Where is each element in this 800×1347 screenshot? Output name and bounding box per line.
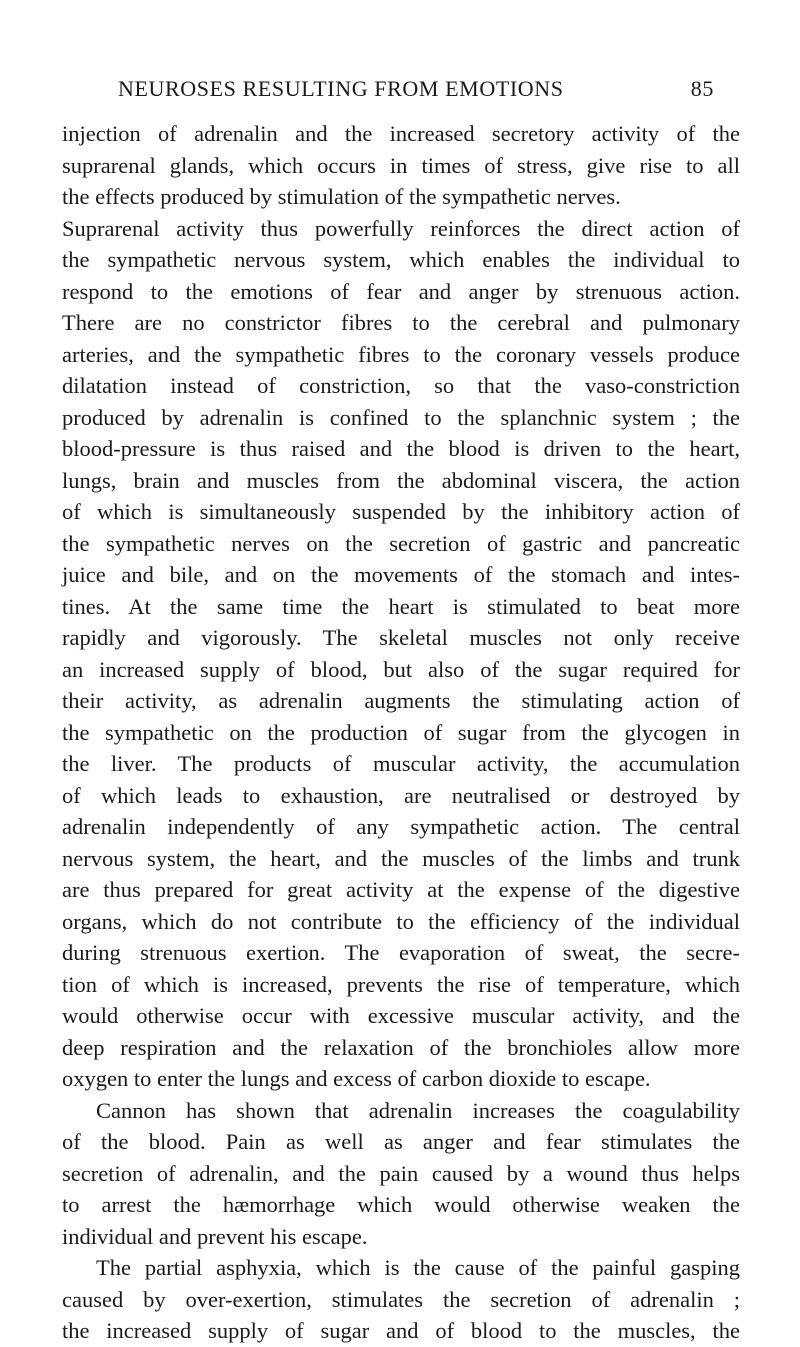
text-line: arteries, and the sympathetic fibres to the coronary vessels produce (62, 341, 740, 367)
text-line: injection of adrenalin and the increased secretory activity of the (62, 121, 740, 146)
text-line: the effects produced by stimulation of the sympathetic nerves. (62, 184, 621, 209)
text-line: respond to the emotions of fear and anger by strenuous action. (62, 278, 740, 304)
text-line: juice and bile, and on the movements of the stomach and intes- (62, 562, 740, 587)
text-line: an increased supply of blood, but also of the sugar required for (62, 656, 740, 682)
page-number: 85 (690, 76, 714, 101)
text-line: dilatation instead of constriction, so that the vaso-constriction (62, 373, 740, 398)
text-line: The partial asphyxia, which is the cause of the painful gasping (96, 1255, 740, 1280)
text-line: tion of which is increased, prevents the rise of temperature, which (62, 971, 740, 997)
text-line: rapidly and vigorously. The skeletal muscles not only receive (62, 625, 740, 650)
text-line: tines. At the same time the heart is stimulated to beat more (62, 593, 740, 619)
text-line: caused by over-exertion, stimulates the secretion of adrenalin ; (62, 1286, 740, 1312)
text-line: the liver. The products of muscular activity, the accumulation (62, 751, 740, 776)
text-line: of which leads to exhaustion, are neutralised or destroyed by (62, 782, 740, 808)
text-line: are thus prepared for great activity at the expense of the digestive (62, 877, 740, 902)
text-line: to arrest the hæmorrhage which would otherwise weaken the (62, 1192, 740, 1217)
text-line: organs, which do not contribute to the efficiency of the individual (62, 908, 740, 934)
text-line: produced by adrenalin is confined to the splanchnic system ; the (62, 404, 740, 430)
text-line: blood-pressure is thus raised and the blood is driven to the heart, (62, 436, 740, 461)
text-line: the sympathetic nerves on the secretion of gastric and pancreatic (62, 530, 740, 556)
text-line: the increased supply of sugar and of blood to the muscles, the (62, 1318, 740, 1343)
text-line: would otherwise occur with excessive muscular activity, and the (62, 1003, 740, 1028)
body-text (62, 118, 740, 1347)
text-line: the sympathetic nervous system, which enables the individual to (62, 247, 740, 272)
text-line: their activity, as adrenalin augments the stimulating action of (62, 688, 740, 713)
text-line: secretion of adrenalin, and the pain caused by a wound thus helps (62, 1160, 740, 1186)
running-title: NEUROSES RESULTING FROM EMOTIONS (118, 76, 564, 101)
text-line: Cannon has shown that adrenalin increases the coagulability (96, 1097, 740, 1123)
text-line: Suprarenal activity thus powerfully reinforces the direct action of (62, 215, 740, 241)
text-line: There are no constrictor fibres to the cerebral and pulmonary (62, 310, 740, 335)
text-line: during strenuous exertion. The evaporation of sweat, the secre- (62, 940, 740, 965)
text-line: suprarenal glands, which occurs in times of stress, give rise to all (62, 152, 740, 178)
text-line: of the blood. Pain as well as anger and fear stimulates the (62, 1129, 740, 1154)
text-line: of which is simultaneously suspended by the inhibitory action of (62, 499, 740, 524)
text-line: adrenalin independently of any sympathetic action. The central (62, 814, 740, 839)
text-line: lungs, brain and muscles from the abdominal viscera, the action (62, 467, 740, 493)
text-line: nervous system, the heart, and the muscles of the limbs and trunk (62, 845, 740, 871)
text-line: deep respiration and the relaxation of the bronchioles allow more (62, 1034, 740, 1060)
text-line: individual and prevent his escape. (62, 1223, 368, 1249)
text-line: oxygen to enter the lungs and excess of carbon dioxide to escape. (62, 1066, 651, 1091)
text-line: the sympathetic on the production of sugar from the glycogen in (62, 719, 740, 745)
